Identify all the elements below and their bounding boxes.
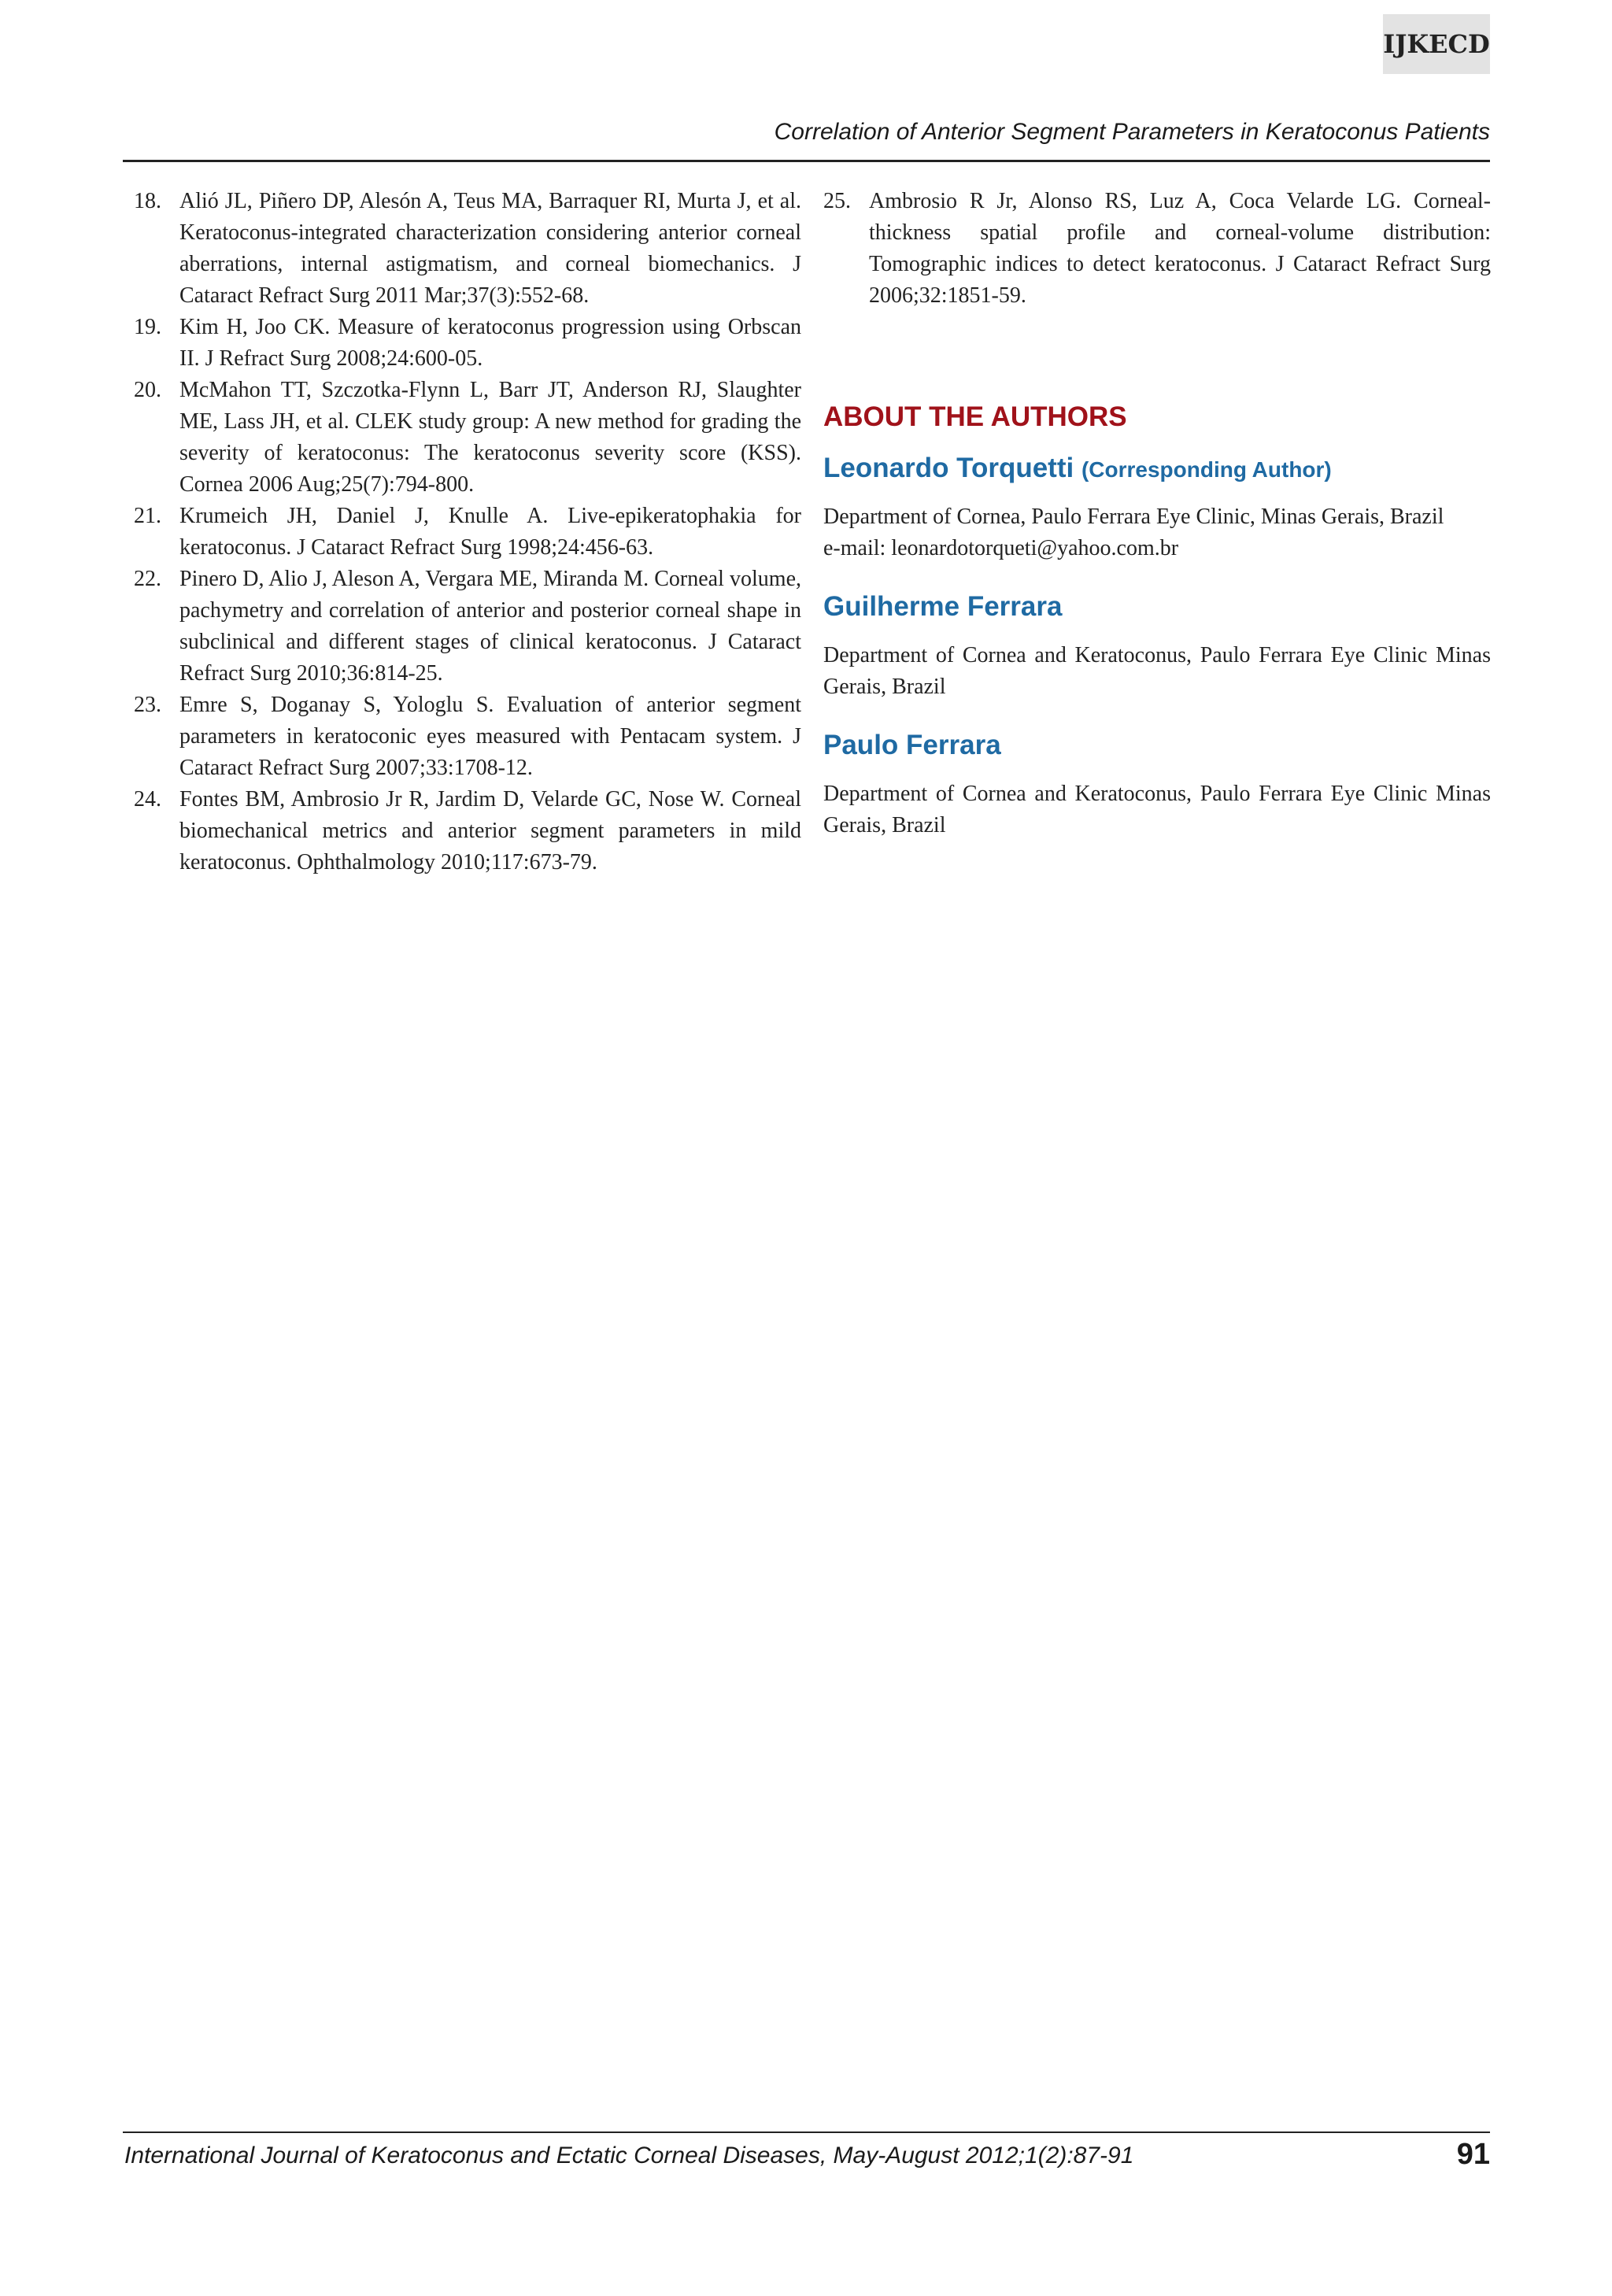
running-title: Correlation of Anterior Segment Parameters in Keratoconus Patients [774,119,1490,145]
reference-number: 25. [823,189,851,213]
reference-item [134,501,801,564]
reference-item [134,564,801,690]
reference-number: 20. [134,378,161,402]
author-affiliation [823,501,1491,564]
reference-number: 23. [134,693,161,717]
reference-text: Ambrosio R Jr, Alonso RS, Luz A, Coca Velarde LG. Corneal-thickness spatial profile and corneal-volume distribution: Tomographic indices to detect keratoconus. J Cataract Refract Surg 2006;32:1851-59. [869,189,1491,308]
reference-item [134,690,801,784]
reference-text: Krumeich JH, Daniel J, Knulle A. Live-epikeratophakia for keratoconus. J Cataract Refract Surg 1998;24:456-63. [179,504,801,560]
reference-list-left [134,186,801,878]
reference-item [823,186,1491,312]
about-authors-heading: ABOUT THE AUTHORS [823,401,1127,432]
reference-text: Fontes BM, Ambrosio Jr R, Jardim D, Velarde GC, Nose W. Corneal biomechanical metrics and anterior segment parameters in mild keratoconus. Ophthalmology 2010;117:673-79. [179,787,801,874]
reference-number: 22. [134,567,161,591]
journal-badge: IJKECD [1383,14,1490,74]
author-email: e-mail: leonardotorqueti@yahoo.com.br [823,536,1179,560]
author-name-text: Paulo Ferrara [823,730,1001,760]
reference-text: Kim H, Joo CK. Measure of keratoconus progression using Orbscan II. J Refract Surg 2008;24:600-05. [179,315,801,371]
author-department: Department of Cornea and Keratoconus, Paulo Ferrara Eye Clinic Minas Gerais, Brazil [823,643,1491,699]
reference-item [134,186,801,312]
reference-text: Emre S, Doganay S, Yologlu S. Evaluation of anterior segment parameters in keratoconic eyes measured with Pentacam system. J Cataract Refract Surg 2007;33:1708-12. [179,693,801,780]
reference-number: 18. [134,189,161,213]
author-department: Department of Cornea and Keratoconus, Paulo Ferrara Eye Clinic Minas Gerais, Brazil [823,782,1491,837]
reference-list-right [823,186,1491,312]
corresponding-author-note: (Corresponding Author) [1081,457,1332,482]
author-name-text: Guilherme Ferrara [823,591,1063,622]
author-name [823,591,1491,623]
header-rule [123,160,1490,162]
author-name [823,730,1491,761]
reference-number: 24. [134,787,161,812]
reference-number: 19. [134,315,161,339]
reference-text: Alió JL, Piñero DP, Alesón A, Teus MA, Barraquer RI, Murta J, et al. Keratoconus-integrated characterization considering anterior corneal aberrations, internal astigmatism, and corneal biomechanics. J Cataract Refract Surg 2011 Mar;37(3):552-68. [179,189,801,308]
reference-text: McMahon TT, Szczotka-Flynn L, Barr JT, Anderson RJ, Slaughter ME, Lass JH, et al. CLEK study group: A new method for grading the severity of keratoconus: The keratoconus severity score (KSS). Cornea 2006 Aug;25(7):794-800. [179,378,801,497]
author-department: Department of Cornea, Paulo Ferrara Eye Clinic, Minas Gerais, Brazil [823,505,1444,529]
page-number: 91 [1456,2138,1490,2171]
right-column [823,186,1491,841]
author-affiliation [823,640,1491,703]
reference-text: Pinero D, Alio J, Aleson A, Vergara ME, Miranda M. Corneal volume, pachymetry and correlation of anterior and posterior corneal shape in subclinical and different stages of clinical keratoconus. J Cataract Refract Surg 2010;36:814-25. [179,567,801,686]
reference-item [134,312,801,375]
reference-item [134,784,801,878]
author-affiliation [823,778,1491,841]
author-name [823,453,1491,484]
left-column [134,186,801,878]
reference-item [134,375,801,501]
reference-number: 21. [134,504,161,528]
footer-journal-citation: International Journal of Keratoconus and Ectatic Corneal Diseases, May-August 2012;1(2):87-91 [124,2143,1134,2168]
author-name-text: Leonardo Torquetti [823,453,1074,483]
footer-rule [123,2131,1490,2133]
